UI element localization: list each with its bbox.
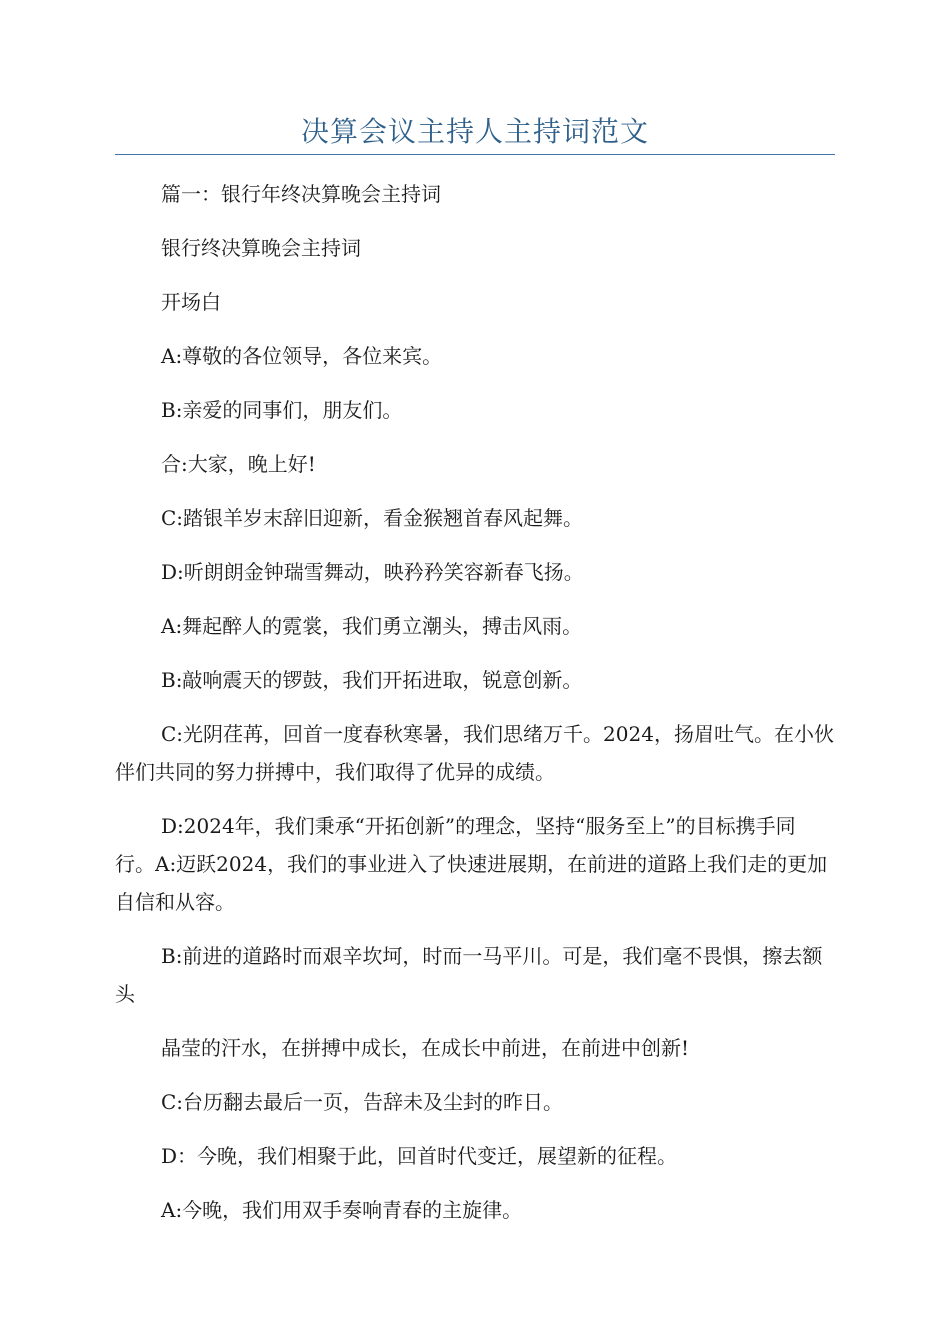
document-title: 决算会议主持人主持词范文	[300, 115, 649, 148]
paragraph: C:光阴荏苒，回首一度春秋寒暑，我们思绪万千。2024，扬眉吐气。在小伙伴们共同的努力拼搏中，我们取得了优异的成绩。	[115, 722, 834, 784]
paragraph: B:敲响震天的锣鼓，我们开拓进取，锐意创新。	[161, 668, 583, 692]
paragraph: A:今晚，我们用双手奏响青春的主旋律。	[161, 1198, 523, 1222]
document-body	[115, 175, 835, 1245]
paragraph: 晶莹的汗水，在拼搏中成长，在成长中前进，在前进中创新!	[161, 1036, 690, 1060]
paragraph: 合:大家，晚上好!	[161, 452, 316, 476]
paragraph: 开场白	[161, 290, 221, 314]
title-underline	[115, 154, 835, 155]
paragraph: 银行终决算晚会主持词	[161, 236, 361, 260]
paragraph: B:亲爱的同事们，朋友们。	[161, 398, 403, 422]
paragraph: D：今晚，我们相聚于此，回首时代变迁，展望新的征程。	[161, 1144, 678, 1168]
paragraph: D:听朗朗金钟瑞雪舞动，映矜矜笑容新春飞扬。	[161, 560, 584, 584]
paragraph: C:台历翻去最后一页，告辞未及尘封的昨日。	[161, 1090, 564, 1114]
paragraph: 篇一：银行年终决算晚会主持词	[161, 182, 441, 206]
paragraph: A:尊敬的各位领导，各位来宾。	[161, 344, 443, 368]
paragraph: B:前进的道路时而艰辛坎坷，时而一马平川。可是，我们毫不畏惧，擦去额头	[115, 944, 823, 1006]
paragraph: C:踏银羊岁末辞旧迎新，看金猴翘首春风起舞。	[161, 506, 584, 530]
paragraph: D:2024年，我们秉承“开拓创新”的理念，坚持“服务至上”的目标携手同行。A:迈跃2024，我们的事业进入了快速进展期，在前进的道路上我们走的更加自信和从容。	[115, 814, 828, 914]
paragraph: A:舞起醉人的霓裳，我们勇立潮头，搏击风雨。	[161, 614, 583, 638]
